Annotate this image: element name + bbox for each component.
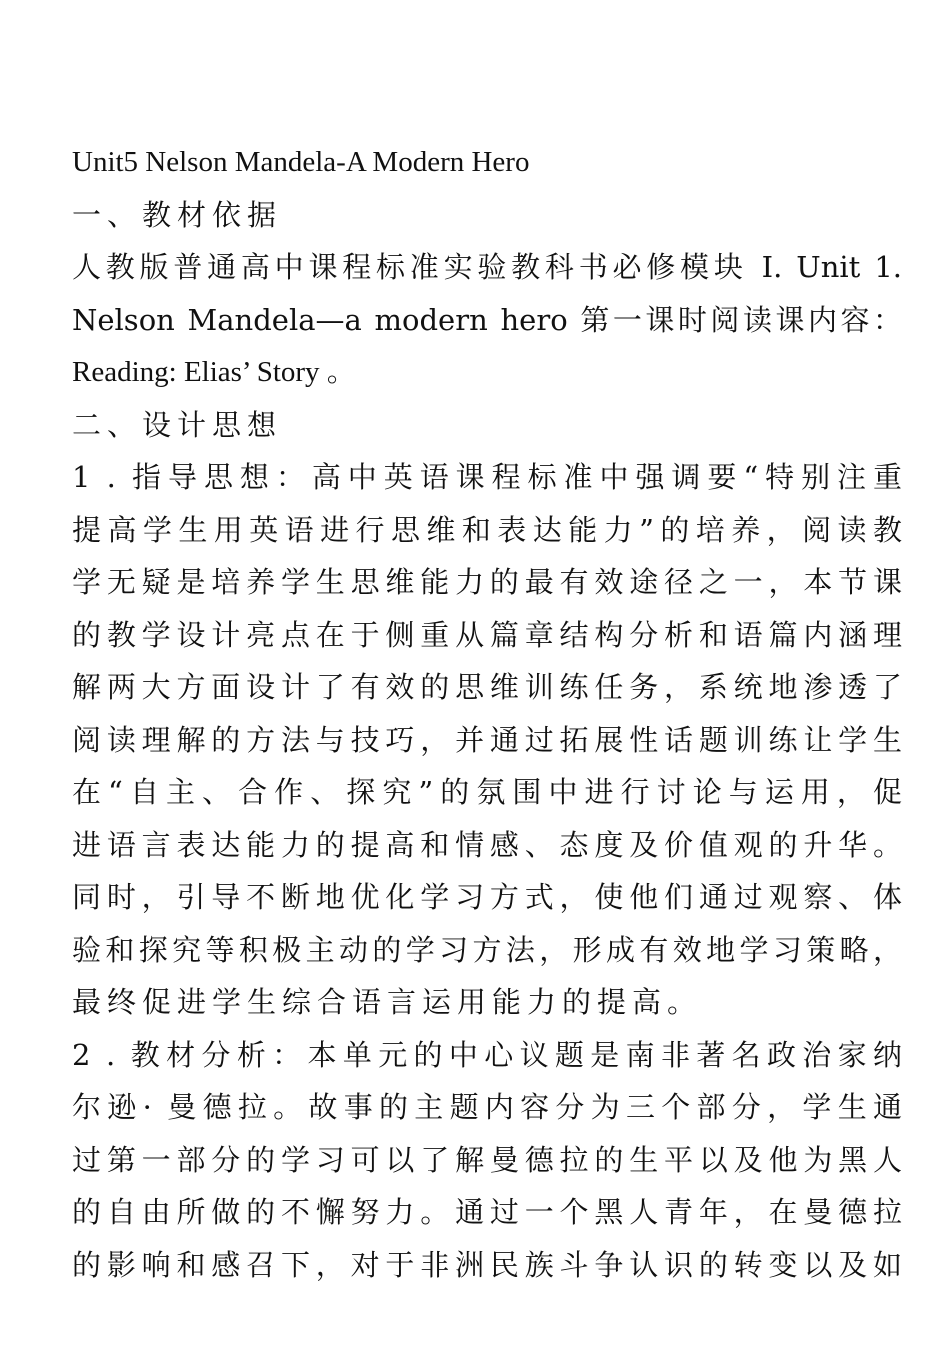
body-line: 1 . 指导思想：高中英语课程标准中强调要“特别注重 <box>72 460 902 494</box>
body-line: Reading: Elias’ Story 。 <box>72 356 356 388</box>
body-line: 的教学设计亮点在于侧重从篇章结构分析和语篇内涵理 <box>72 617 902 652</box>
body-line: 最终促进学生综合语言运用能力的提高。 <box>72 985 703 1019</box>
body-line: 2 . 教材分析：本单元的中心议题是南非著名政治家纳 <box>72 1037 902 1072</box>
section-heading-1: 一、教材依据 <box>72 197 283 232</box>
body-line: 尔逊· 曼德拉。故事的主题内容分为三个部分，学生通 <box>72 1090 902 1124</box>
body-line: 过第一部分的学习可以了解曼德拉的生平以及他为黑人 <box>72 1142 902 1177</box>
body-line: 同时，引导不断地优化学习方式，使他们通过观察、体 <box>72 880 902 914</box>
body-line: 在“自主、合作、探究”的氛围中进行讨论与运用，促 <box>72 775 902 809</box>
body-line: 学无疑是培养学生思维能力的最有效途径之一，本节课 <box>72 565 902 599</box>
body-line: 的影响和感召下，对于非洲民族斗争认识的转变以及如 <box>72 1247 902 1282</box>
section-heading-2: 二、设计思想 <box>72 407 283 442</box>
body-line: 人教版普通高中课程标准实验教科书必修模块 I. Unit 1. <box>72 250 902 284</box>
body-line: 提高学生用英语进行思维和表达能力”的培养，阅读教 <box>72 512 902 547</box>
body-line: 进语言表达能力的提高和情感、态度及价值观的升华。 <box>72 827 902 862</box>
document-page <box>72 136 902 1291</box>
body-line: 阅读理解的方法与技巧，并通过拓展性话题训练让学生 <box>72 722 902 757</box>
body-line: 的自由所做的不懈努力。通过一个黑人青年，在曼德拉 <box>72 1195 902 1229</box>
body-line: 解两大方面设计了有效的思维训练任务，系统地渗透了 <box>72 670 902 704</box>
document-title: Unit5 Nelson Mandela-A Modern Hero <box>72 146 530 178</box>
body-line: 验和探究等积极主动的学习方法，形成有效地学习策略， <box>72 932 902 967</box>
body-line: Nelson Mandela—a modern hero 第一课时阅读课内容： <box>72 302 902 337</box>
